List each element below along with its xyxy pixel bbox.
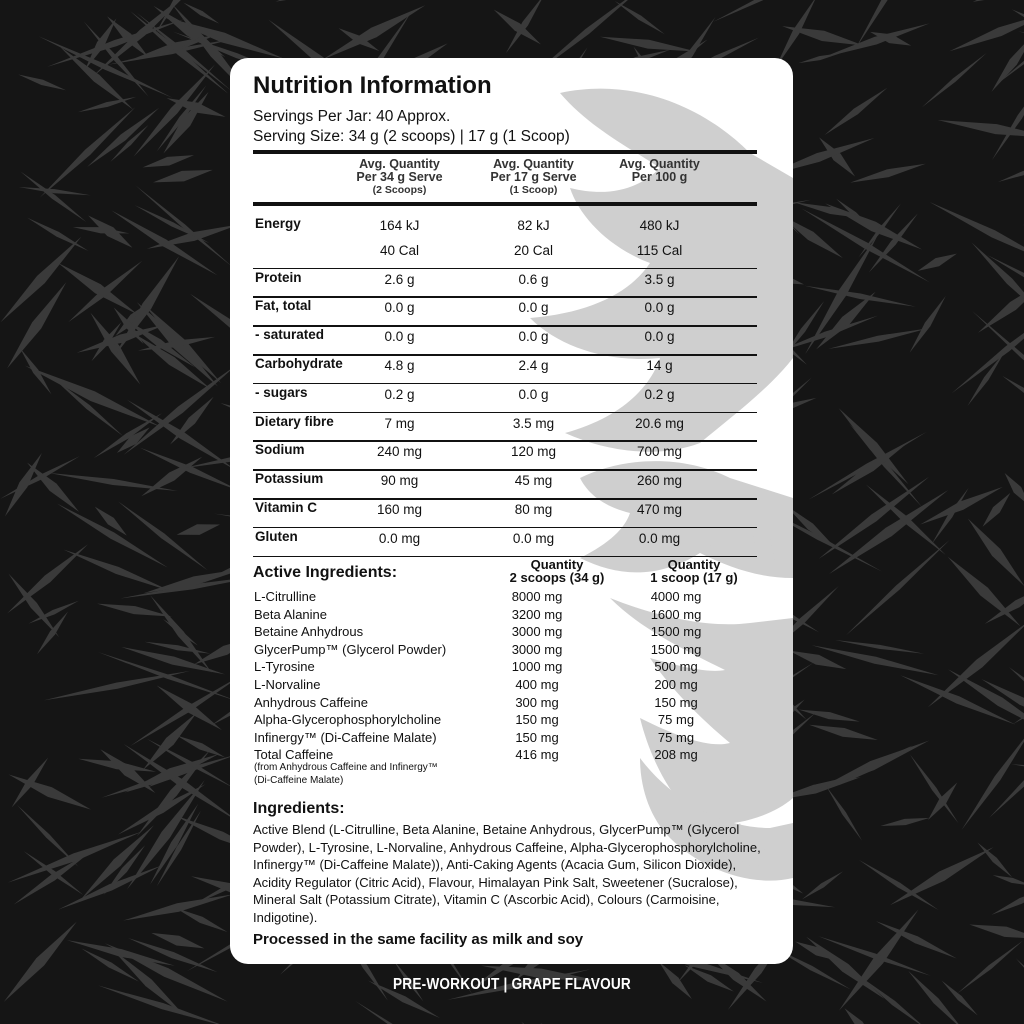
pattern-slash	[838, 745, 912, 785]
pattern-slash	[68, 261, 142, 322]
active-ingredient-row	[253, 730, 757, 748]
pattern-slash	[930, 202, 1024, 266]
panel-title: Nutrition Information	[253, 72, 492, 99]
pattern-slash	[958, 941, 1023, 993]
pattern-slash	[789, 650, 847, 669]
pattern-slash	[1005, 473, 1024, 507]
nutrient-value: 3.5 mg	[512, 415, 555, 431]
active-ingredient-amount-2-scoops: 400 mg	[515, 676, 559, 692]
nutrient-value: 240 mg	[376, 444, 423, 460]
active-ingredient-name: Infinergy™ (Di-Caffeine Malate)	[254, 729, 437, 745]
active-ingredient-name: L-Citrulline	[254, 589, 317, 604]
note-line: (from Anhydrous Caffeine and Infinergy™	[254, 762, 438, 773]
pattern-slash	[494, 10, 541, 45]
nutrient-value: 160 mg	[376, 502, 423, 517]
header-rule	[253, 202, 757, 206]
nutrient-row	[253, 379, 757, 408]
nutrient-value: 0.0 g	[644, 300, 675, 316]
pattern-slash	[880, 818, 929, 826]
active-ingredient-row	[253, 659, 757, 677]
nutrient-value: 0.2 g	[384, 386, 415, 402]
pattern-slash	[1016, 958, 1024, 1024]
nutrient-row	[253, 321, 757, 350]
active-ingredient-name: GlycerPump™ (Glycerol Powder)	[254, 641, 447, 657]
nutrient-value: 260 mg	[636, 473, 683, 489]
pattern-slash	[1, 237, 82, 323]
pattern-slash	[183, 3, 219, 24]
pattern-slash	[615, 1, 665, 34]
active-ingredient-amount-1-scoop: 4000 mg	[650, 589, 702, 604]
nutrient-value: 20 Cal	[513, 242, 554, 258]
active-ingredient-amount-1-scoop: 1500 mg	[650, 624, 702, 640]
active-column-header-1-scoop	[624, 558, 764, 584]
nutrient-label: Energy	[255, 216, 301, 231]
active-column-header-2-scoops	[487, 558, 627, 584]
pattern-slash	[73, 227, 129, 233]
active-ingredient-amount-2-scoops: 3200 mg	[511, 606, 563, 622]
pattern-slash	[996, 3, 1024, 85]
pattern-slash	[151, 933, 204, 949]
ingredients-title: Ingredients:	[253, 800, 345, 817]
pattern-slash	[973, 0, 1024, 2]
active-ingredients-title: Active Ingredients:	[253, 564, 398, 581]
nutrient-value: 0.0 g	[518, 329, 549, 345]
active-ingredients-list	[253, 589, 757, 765]
nutrient-value: 120 mg	[510, 444, 557, 460]
active-ingredient-row	[253, 677, 757, 695]
nutrient-value: 115 Cal	[636, 242, 683, 258]
nutrient-row	[253, 292, 757, 321]
pattern-slash	[276, 0, 332, 2]
pattern-slash	[19, 187, 91, 195]
active-ingredient-name: Alpha-Glycerophosphorylcholine	[254, 712, 442, 728]
active-ingredient-amount-2-scoops: 150 mg	[515, 729, 559, 745]
nutrient-value: 0.0 g	[644, 329, 675, 345]
column-header-per-100g	[592, 158, 727, 184]
active-ingredient-amount-1-scoop: 75 mg	[657, 712, 695, 728]
pattern-slash	[5, 453, 42, 516]
pattern-slash	[127, 780, 205, 889]
active-ingredient-amount-1-scoop: 150 mg	[654, 694, 698, 710]
nutrient-label: - saturated	[255, 327, 325, 343]
nutrient-value: 0.0 g	[518, 386, 549, 402]
nutrient-label: Potassium	[255, 471, 324, 487]
pattern-slash	[983, 493, 1011, 527]
active-ingredient-amount-1-scoop: 208 mg	[654, 747, 698, 763]
pattern-slash	[828, 328, 928, 349]
pattern-slash	[12, 758, 49, 808]
pattern-slash	[58, 263, 137, 314]
ingredients-text: Active Blend (L-Citrulline, Beta Alanine, Betaine Anhydrous, GlycerPump™ (Glycerol Powder), L-Tyrosine, L-Norvaline, Anhydrous Caffeine, Alpha-Glycerophosphorylcholine, Infinergy™ (Di-Caffeine Malate)), Anti-Caking Agents (Acacia Gum, Silicon Dioxide), Acidity Regulator (Citric Acid), Flavour, Himalayan Pink Salt, Sweetener (Sucralose), Mineral Salt (Potassium Citrate), Vitamin C (Ascorbic Acid), Colours (Carmoisine, Indigotine).	[253, 822, 761, 925]
active-ingredient-amount-2-scoops: 1000 mg	[511, 659, 563, 675]
nutrient-value: 0.0 mg	[378, 530, 421, 546]
nutrient-label: Protein	[255, 269, 302, 285]
nutrient-value: 2.4 g	[518, 358, 549, 373]
active-ingredient-amount-2-scoops: 3000 mg	[511, 641, 563, 657]
product-footer-label: PRE-WORKOUT | GRAPE FLAVOUR	[393, 976, 631, 993]
pattern-slash	[835, 640, 924, 654]
active-ingredient-row	[253, 712, 757, 730]
nutrient-row	[253, 408, 757, 437]
nutrient-value: 4.8 g	[384, 358, 415, 373]
servings-per-jar: Servings Per Jar: 40 Approx.	[253, 108, 451, 125]
nutrient-label: Gluten	[255, 528, 298, 544]
pattern-slash	[163, 619, 198, 646]
active-ingredient-name: Beta Alanine	[254, 606, 328, 622]
nutrient-value: 0.2 g	[644, 386, 675, 402]
pattern-slash	[27, 218, 88, 251]
active-ingredient-amount-1-scoop: 1500 mg	[650, 641, 702, 657]
active-ingredient-amount-2-scoops: 416 mg	[515, 747, 559, 763]
active-ingredient-name: L-Tyrosine	[254, 659, 315, 675]
pattern-slash	[177, 736, 225, 758]
active-ingredient-name: L-Norvaline	[254, 676, 321, 692]
pattern-slash	[826, 786, 862, 841]
top-rule	[253, 150, 757, 154]
nutrient-value: 470 mg	[636, 502, 683, 517]
active-ingredient-row	[253, 589, 757, 607]
nutrient-value: 0.0 mg	[512, 530, 555, 546]
nutrient-row	[253, 264, 757, 293]
pattern-slash	[1002, 376, 1024, 442]
pattern-slash	[968, 518, 1024, 586]
pattern-slash	[918, 254, 957, 271]
nutrient-row	[253, 494, 757, 523]
nutrient-value: 164 kJ	[379, 218, 420, 233]
column-header-per-serve-1	[466, 158, 601, 197]
pattern-slash	[177, 524, 220, 535]
active-column-header-line: Quantity	[530, 557, 584, 572]
active-ingredient-row	[253, 642, 757, 660]
pattern-slash	[993, 875, 1024, 885]
pattern-slash	[25, 366, 161, 427]
nutrient-label: Sodium	[255, 442, 305, 458]
pattern-slash	[812, 645, 939, 675]
pattern-slash	[991, 887, 1024, 915]
pattern-slash	[123, 894, 233, 920]
pattern-slash	[143, 155, 194, 167]
column-header-line: Avg. Quantity	[493, 157, 574, 171]
pattern-slash	[121, 647, 225, 674]
column-header-line: Per 34 g Serve	[356, 170, 443, 184]
active-column-header-line: Quantity	[667, 557, 721, 572]
pattern-slash	[845, 1008, 875, 1024]
nutrient-value: 0.6 g	[518, 271, 549, 287]
pattern-slash	[859, 203, 901, 257]
nutrient-value: 90 mg	[380, 473, 419, 489]
pattern-slash	[992, 74, 1024, 160]
pattern-slash	[922, 53, 987, 107]
nutrient-value: 40 Cal	[379, 242, 420, 258]
active-ingredient-row	[253, 607, 757, 625]
pattern-slash	[44, 671, 190, 700]
pattern-slash	[64, 550, 171, 591]
nutrient-value: 3.5 g	[644, 271, 675, 287]
pattern-slash	[850, 164, 926, 183]
active-ingredient-row	[253, 624, 757, 642]
nutrient-row	[253, 465, 757, 494]
pattern-slash	[18, 75, 66, 91]
pattern-slash	[809, 725, 878, 740]
nutrient-value: 0.0 g	[518, 300, 549, 316]
serving-info	[253, 107, 570, 147]
pattern-slash	[93, 0, 192, 76]
pattern-slash	[968, 351, 1006, 406]
pattern-slash	[67, 940, 175, 966]
active-column-header-line: 1 scoop (17 g)	[650, 570, 738, 585]
pattern-slash	[7, 282, 66, 368]
pattern-slash	[145, 642, 211, 654]
nutrient-value: 0.0 mg	[638, 530, 681, 546]
allergen-statement: Processed in the same facility as milk and soy	[253, 931, 584, 948]
pattern-slash	[802, 871, 843, 899]
active-column-header-line: 2 scoops (34 g)	[509, 570, 605, 585]
serving-size: Serving Size: 34 g (2 scoops) | 17 g (1 Scoop)	[253, 128, 570, 145]
pattern-slash	[153, 170, 213, 183]
nutrition-panel	[230, 58, 793, 964]
nutrient-value: 480 kJ	[639, 218, 680, 233]
pattern-slash	[985, 584, 1024, 624]
pattern-slash	[839, 408, 909, 484]
nutrient-value: 80 mg	[514, 502, 553, 517]
pattern-slash	[998, 164, 1024, 182]
nutrient-value: 82 kJ	[517, 218, 550, 233]
pattern-slash	[20, 172, 86, 223]
nutrient-label: Vitamin C	[255, 500, 318, 515]
nutrient-value: 0.0 g	[384, 300, 415, 316]
active-ingredient-name: Betaine Anhydrous	[254, 624, 364, 640]
pattern-slash	[80, 825, 153, 900]
nutrient-value: 0.0 g	[384, 329, 415, 345]
nutrient-label: - sugars	[255, 384, 308, 400]
pattern-slash	[323, 5, 426, 59]
nutrient-label: Fat, total	[255, 298, 312, 314]
active-ingredient-amount-1-scoop: 75 mg	[657, 729, 695, 745]
active-ingredient-amount-2-scoops: 8000 mg	[511, 589, 563, 604]
active-ingredient-amount-1-scoop: 200 mg	[654, 676, 698, 692]
nutrient-label: Dietary fibre	[255, 413, 334, 429]
nutrient-value: 20.6 mg	[635, 415, 684, 431]
nutrient-value: 2.6 g	[384, 271, 415, 287]
nutrient-value: 45 mg	[514, 473, 553, 489]
active-ingredient-row	[253, 695, 757, 713]
nutrient-value: 14 g	[646, 358, 673, 373]
active-ingredient-name: Total Caffeine	[254, 747, 334, 763]
active-ingredient-amount-2-scoops: 3000 mg	[511, 624, 563, 640]
nutrient-label: Carbohydrate	[255, 356, 343, 371]
column-header-sub: (1 Scoop)	[509, 184, 558, 196]
active-ingredient-name: Anhydrous Caffeine	[254, 694, 368, 710]
pattern-slash	[60, 47, 133, 110]
note-line: (Di-Caffeine Malate)	[254, 775, 344, 786]
pattern-slash	[825, 88, 888, 135]
column-header-line: Per 17 g Serve	[490, 170, 577, 184]
pattern-slash	[1011, 764, 1024, 781]
pattern-slash	[949, 12, 1024, 51]
pattern-slash	[910, 296, 946, 353]
active-ingredient-amount-2-scoops: 150 mg	[515, 712, 559, 728]
pattern-slash	[600, 37, 697, 52]
pattern-slash	[992, 32, 1024, 91]
column-header-line: Avg. Quantity	[359, 157, 440, 171]
column-header-sub: (2 Scoops)	[372, 184, 427, 196]
pattern-slash	[713, 0, 837, 22]
nutrient-row	[253, 235, 757, 264]
active-ingredient-amount-2-scoops: 300 mg	[515, 694, 559, 710]
nutrient-row	[253, 350, 757, 379]
nutrient-row	[253, 523, 757, 552]
column-header-line: Per 100 g	[631, 170, 688, 184]
nutrient-row	[253, 436, 757, 465]
active-ingredient-amount-1-scoop: 1600 mg	[650, 606, 702, 622]
total-caffeine-note	[254, 761, 514, 787]
pattern-slash	[977, 843, 1012, 878]
nutrient-value: 700 mg	[636, 444, 683, 460]
pattern-slash	[135, 205, 210, 243]
pattern-slash	[118, 501, 208, 570]
pattern-slash	[969, 924, 1024, 939]
nutrient-value: 7 mg	[384, 415, 415, 431]
pattern-slash	[175, 908, 227, 932]
pattern-slash	[890, 847, 994, 905]
column-header-per-serve-2	[332, 158, 467, 197]
pattern-slash	[147, 224, 240, 249]
column-header-line: Avg. Quantity	[619, 157, 700, 171]
active-ingredient-amount-1-scoop: 500 mg	[654, 659, 698, 675]
